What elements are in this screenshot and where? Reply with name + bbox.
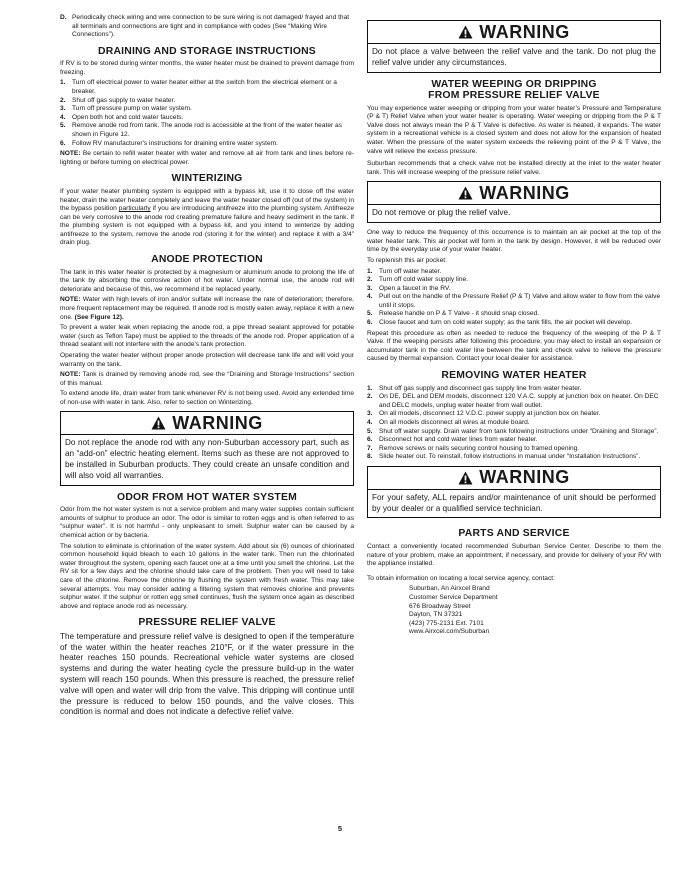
list-text: Slide heater out. To reinstall, follow instructions in manual under “Installation Instructions”. [379, 453, 641, 461]
paragraph: Odor from the hot water system is not a service problem and many water supplies contain sufficient amounts of sulphur to produce an odor. The odor is similar to rotten eggs and is often referred to as “sulphur water”. It is not harmful - only unpleasant to smell. Sulphur water can be caused by a chemical action or by bacteria. [60, 506, 354, 539]
warning-triangle-icon [458, 25, 473, 39]
list-text: On all models disconnect all wires at module board. [379, 418, 530, 426]
warning-header [368, 182, 660, 205]
list-item [367, 319, 661, 328]
paragraph [60, 188, 354, 248]
warning-body [368, 205, 660, 222]
list-number: 1. [60, 79, 66, 87]
paragraph: You may experience water weeping or dripping from your water heater’s Pressure and Temperature (P & T) Relief Valve when your water heater is operating. Water weeping or dripping from the P & T Valve does not always mean the P & T Valve is defective. As water is heated, it expands. The water system in a recreational vehicle is a closed system and does not allow for the expansion of heated water. When the pressure of the water system exceeds the relieving point of the P & T Valve, the valve will relieve the excess pressure. [367, 104, 661, 155]
section-heading-draining: DRAINING AND STORAGE INSTRUCTIONS [98, 45, 316, 57]
paragraph: To replenish this air pocket: [367, 256, 447, 264]
warning-box [367, 466, 661, 519]
paragraph: Suburban recommends that a check valve not be installed directly at the inlet to the water heater tank. This will increase weeping of the pressure relief valve. [367, 160, 661, 176]
list-number: 2. [60, 96, 66, 104]
list-item [60, 122, 354, 139]
paragraph: Contact a conveniently located recommended Suburban Service Center. Describe to them the nature of your problem, make an appointment, if necessary, and provide for delivery of your RV with the appliance installed. [367, 542, 661, 568]
address-line: 676 Broadway Street [409, 602, 471, 610]
warning-triangle-icon [458, 471, 473, 485]
list-number: 1. [367, 267, 373, 275]
section-heading-winterizing: WINTERIZING [171, 173, 243, 185]
list-item [367, 293, 661, 310]
note-label: NOTE: [60, 371, 81, 379]
list-item [367, 410, 661, 419]
warning-header [61, 412, 353, 435]
warning-title: WARNING [479, 21, 570, 42]
text-run: if you are introducing antifreeze into the plumbing system. Antifreeze can be very corrosive to the anode rod creating premature failure and heavy sediment in the tank. If the plumbing system is not equipped with a bypass kit, and you intend to winterize by adding antifreeze to the system, remove the anode rod (storing it for the winter) and replace it with a 3/4” drain plug. [60, 205, 354, 247]
paragraph: To prevent a water leak when replacing the anode rod, a pipe thread sealant approved for potable water (such as Teflon Tape) must be applied to the threads of the anode rod. Proper application of a thread sealant will not interfere with the anode’s tank protection. [60, 324, 354, 349]
section-heading-odor: ODOR FROM HOT WATER SYSTEM [117, 491, 297, 503]
right-column [367, 14, 661, 637]
list-text: Release handle on P & T Valve - it should snap closed. [379, 310, 540, 318]
warning-box [367, 20, 661, 73]
list-item [60, 79, 354, 96]
list-number: 4. [367, 418, 373, 426]
contact-address [367, 585, 661, 637]
warning-box [367, 181, 661, 223]
list-text: Open a faucet in the RV. [379, 284, 451, 292]
warning-title: WARNING [479, 182, 570, 203]
list-item [367, 276, 661, 285]
list-text: Remove anode rod from tank. The anode rod is accessible at the front of the water heater as shown in Figure 12. [72, 122, 343, 139]
list-number: 6. [367, 436, 373, 444]
page-number: 5 [337, 824, 343, 833]
left-column [60, 14, 354, 720]
list-number: 5. [367, 310, 373, 318]
warning-body [368, 490, 660, 518]
list-text: Turn off electrical power to water heater either at the switch from the electrical element or a breaker. [72, 79, 337, 96]
paragraph: The solution to eliminate is chlorination of the water system. Add about six (6) ounces of chlorinated common household liquid bleach to each 10 gallons in the water tank. Then run the chlorinated water throughout the system, opening each faucet one at a time until you smell the chlorine. Let the RV sit for a few days and the chlorine should take care of the problem. Then you will need to take care of the chlorine. Remove the chlorine by flushing the system with fresh water. This may take several attempts. You may consider adding a filtering system that removes chlorine and prevents sulphur water. If the sulphur or rotten egg smell continues, flush the system once again as described above and replace anode rod as necessary. [60, 542, 354, 610]
warning-text: Do not remove or plug the relief valve. [372, 208, 511, 218]
warning-box [60, 411, 354, 485]
list-text: Pull out on the handle of the Pressure Relief (P & T) Valve and allow water to flow from the valve until it stops. [379, 293, 661, 309]
list-item [367, 428, 661, 437]
note [60, 150, 354, 167]
list-number: D. [60, 14, 67, 21]
warning-text: For your safety, ALL repairs and/or maintenance of unit should be performed by your dealer or a qualified service technician. [372, 492, 656, 513]
warning-text: Do not replace the anode rod with any non-Suburban accessory part, such as an “add-on” electric heating element. Items such as these are not approved to be installed in Suburban products. They could create an unsafe condition and will also void all warranties. [65, 438, 349, 480]
list-item [367, 393, 661, 410]
list-number: 8. [367, 453, 373, 461]
paragraph: Operating the water heater without proper anode protection will decrease tank life and will void your warranty on the tank. [60, 351, 354, 368]
list-number: 3. [367, 410, 373, 418]
list-number: 6. [367, 319, 373, 327]
list-item [367, 285, 661, 294]
section-heading-weeping-line2: FROM PRESSURE RELIEF VALVE [428, 90, 600, 102]
list-number: 2. [367, 276, 373, 284]
list-number: 6. [60, 139, 66, 147]
list-number: 4. [367, 293, 373, 301]
list-text: Open both hot and cold water faucets. [72, 113, 184, 121]
paragraph: The temperature and pressure relief valve is designed to open if the temperature of the water within the heater reaches 210°F, or if the water pressure in the heater reaches 150 pounds. Recreational vehicle water systems are closed systems and during the water heating cycle the pressure build-up in the water system will reach 150 pounds. When this pressure is reached, the pressure relief valve will open and water will drip from the valve. This dripping will continue until the pressure is reduced to below 150 pounds, and the valve closes. This condition is normal and does not indicate a defective relief valve. [60, 631, 354, 717]
paragraph: One way to reduce the frequency of this occurrence is to maintain an air pocket at the top of the water heater tank. This air pocket will form in the tank by design. However, it will be reduced over time by the everyday use of your water heater. [367, 229, 661, 254]
warning-body [368, 44, 660, 72]
list-number: 1. [367, 384, 373, 392]
list-text: Close faucet and turn on cold water supply; as the tank fills, the air pocket will develop. [379, 319, 632, 327]
list-text: Turn off water heater. [379, 267, 442, 275]
warning-title: WARNING [479, 467, 570, 488]
list-item [367, 268, 661, 277]
air-pocket-steps [367, 268, 661, 328]
warning-body [61, 435, 353, 484]
list-text: Periodically check wiring and wire connection to be sure wiring is not damaged/ frayed and that all terminals and connections are tight and in compliance with codes (See “Making Wire Connections”). [72, 14, 350, 39]
address-line: Customer Service Department [409, 593, 498, 601]
warning-text: Do not place a valve between the relief valve and the tank. Do not plug the relief valve under any circumstances. [372, 47, 656, 67]
list-text: On all models, disconnect 12 V.D.C. power supply at junction box on heater. [379, 410, 601, 418]
list-item [367, 419, 661, 428]
list-number: 7. [367, 444, 373, 452]
list-item [60, 97, 354, 106]
section-heading-parts: PARTS AND SERVICE [458, 528, 570, 540]
list-item [367, 310, 661, 319]
note-text: Water with high levels of iron and/or sulfate will increase the rate of deterioration; therefore, more frequent replacement may be required. If anode rod is mostly eaten away, replace it with a new one. [60, 296, 354, 321]
note [60, 296, 354, 322]
note-text: Be certain to refill water heater with water and remove all air from tank and lines before re-lighting or before turning on electrical power. [60, 150, 354, 166]
section-heading-prv: PRESSURE RELIEF VALVE [138, 617, 276, 629]
list-item [367, 453, 661, 462]
paragraph: The tank in this water heater is protected by a magnesium or aluminum anode to prolong the life of the tank by absorbing the corrosive action of hot water. Under normal use, the anode rod will deteriorate and because of this, we recommend it be replaced yearly. [60, 268, 354, 293]
note [60, 371, 354, 388]
paragraph: If RV is to be stored during winter months, the water heater must be drained to prevent damage from freezing. [60, 60, 354, 76]
website-link[interactable]: www.Airxcel.com/Suburban [409, 628, 490, 636]
section-heading-anode: ANODE PROTECTION [151, 254, 263, 266]
list-number: 5. [367, 427, 373, 435]
address-line: Suburban, An Airxcel Brand [409, 585, 490, 593]
paragraph: To extend anode life, drain water from tank whenever RV is not being used. Avoid any extended time of non-use with water in tank. Also, refer to section on Winterizing. [60, 390, 354, 406]
warning-triangle-icon [458, 186, 473, 200]
list-text: Shut off water supply. Drain water from tank following instructions under “Draining and Storage”. [379, 427, 659, 435]
list-text: Follow RV manufacturer's instructions for draining entire water system. [72, 139, 278, 147]
list-item [367, 436, 661, 445]
list-item [60, 14, 354, 40]
draining-steps [60, 79, 354, 148]
warning-header [368, 21, 660, 44]
list-item [60, 105, 354, 114]
list-number: 2. [367, 393, 373, 401]
paragraph: Repeat this procedure as often as needed to reduce the frequency of the weeping of the P & T Valve. If the weeping persists after following this procedure, you may elect to install an expansion or accumulator tank in the cold water line between the tank and check valve to relieve the pressure caused by thermal expansion. Contact your local dealer for assistance. [367, 329, 661, 363]
address-line: (423) 775-2131 Ext. 7101 [409, 619, 484, 627]
list-number: 4. [60, 113, 66, 121]
list-text: Shut off gas supply and disconnect gas supply line from water heater. [379, 384, 582, 392]
list-item [60, 114, 354, 123]
section-heading-weeping: WATER WEEPING OR DRIPPING [431, 78, 597, 90]
list-number: 3. [60, 105, 66, 113]
section-heading-removing: REMOVING WATER HEATER [441, 370, 587, 382]
figure-ref: (See Figure 12). [74, 313, 124, 321]
list-text: Turn off pressure pump on water system. [72, 105, 192, 113]
list-text: Shut off gas supply to water heater. [72, 96, 176, 104]
warning-header [368, 467, 660, 490]
note-label: NOTE: [60, 296, 81, 304]
list-text: Disconnect hot and cold water lines from water heater. [379, 436, 538, 444]
list-text: Remove screws or nails securing control housing to framed opening. [379, 444, 580, 452]
note-label: NOTE: [60, 150, 81, 158]
list-text: On DE, DEL and DEM models, disconnect 120 V.A.C. supply at junction box on heater. On DEC and DELC models, unplug water heater from wall outlet. [379, 393, 659, 409]
warning-triangle-icon [151, 416, 166, 430]
list-number: 5. [60, 122, 66, 130]
list-text: Turn off cold water supply line. [379, 276, 469, 284]
list-item [367, 385, 661, 394]
list-item [367, 445, 661, 454]
list-number: 3. [367, 284, 373, 292]
note-text: Tank is drained by removing anode rod, see the “Draining and Storage Instructions” section of this manual. [60, 371, 354, 387]
list-item [60, 140, 354, 149]
warning-title: WARNING [172, 412, 263, 433]
underlined-text: particularly [118, 205, 151, 213]
paragraph: To obtain information on locating a local service agency, contact: [367, 574, 555, 582]
address-line: Dayton, TN 37321 [409, 611, 463, 619]
removing-steps [367, 385, 661, 462]
text-run: If your water heater plumbing system is equipped with a bypass kit, use it to close off the water heater, drain the water heater completely and leave the water heater closed off (out of the system) in the bypass position [60, 187, 354, 213]
